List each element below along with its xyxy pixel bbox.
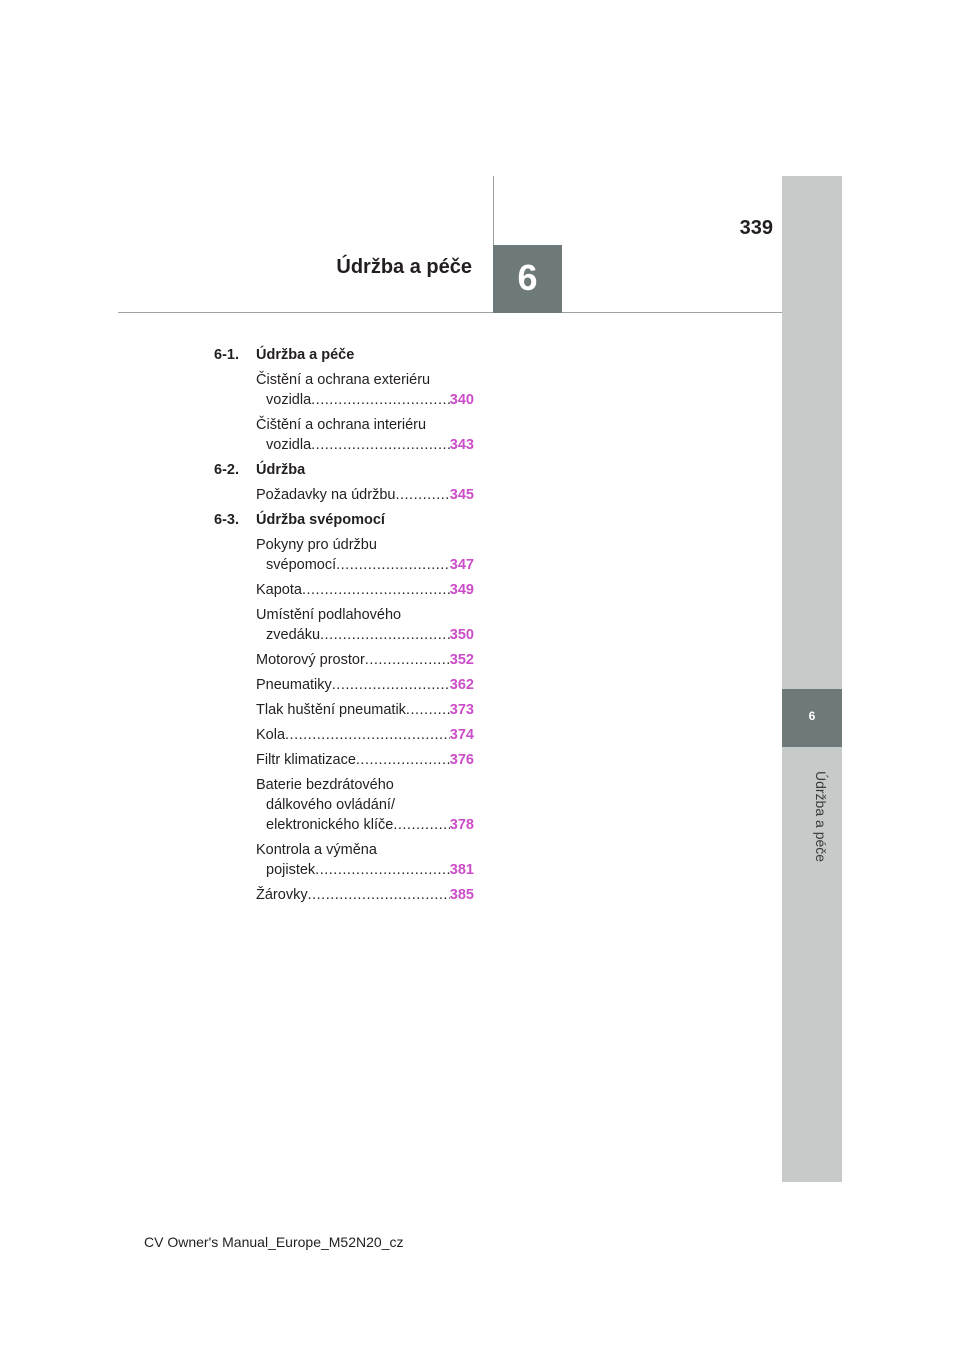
- toc-section-number: 6-3.: [214, 512, 239, 528]
- toc-entry-line: [256, 370, 474, 390]
- toc-page-link[interactable]: 347: [449, 557, 474, 573]
- toc-entry-label: vozidla: [266, 437, 312, 453]
- page-footer: CV Owner's Manual_Europe_M52N20_cz: [144, 1234, 404, 1250]
- toc-entry-label: Baterie bezdrátového: [256, 777, 394, 793]
- toc-leader-dots: [311, 435, 450, 455]
- toc-page-link[interactable]: 345: [449, 487, 474, 503]
- toc-entry-line: [256, 815, 474, 835]
- toc-entry-label: Pneumatiky: [256, 677, 332, 693]
- toc-page-link[interactable]: 385: [449, 887, 474, 903]
- toc-entry-line: [256, 795, 474, 815]
- toc-entry-line: [256, 750, 474, 770]
- toc-entry-line: [256, 675, 474, 695]
- toc-entry-line: [256, 435, 474, 455]
- toc-page-link[interactable]: 349: [449, 582, 474, 598]
- toc-entry[interactable]: [256, 580, 474, 600]
- toc-entry-label: Kola: [256, 727, 286, 743]
- toc-entry-line: [256, 650, 474, 670]
- toc-entry-line: [256, 605, 474, 625]
- toc-entry-label: Žárovky: [256, 887, 308, 903]
- toc-entry-line: [256, 485, 474, 505]
- toc-entry-line: [256, 885, 474, 905]
- side-tab-number: 6: [808, 709, 816, 723]
- toc-page-link[interactable]: 350: [449, 627, 474, 643]
- toc-entry[interactable]: [256, 700, 474, 720]
- toc-entry-line: [256, 555, 474, 575]
- toc-section-number: 6-2.: [214, 462, 239, 478]
- toc-page-link[interactable]: 381: [449, 862, 474, 878]
- toc-entry[interactable]: [256, 725, 474, 745]
- toc-entry-label: zvedáku: [266, 627, 321, 643]
- toc-leader-dots: [393, 815, 449, 835]
- toc-entry[interactable]: [256, 605, 474, 645]
- toc-page-link[interactable]: 362: [449, 677, 474, 693]
- toc-section-title: Údržba a péče: [256, 347, 355, 363]
- toc-entry-line: [256, 415, 474, 435]
- toc-entry[interactable]: [256, 750, 474, 770]
- toc-entry[interactable]: [256, 885, 474, 905]
- toc-entry[interactable]: [256, 675, 474, 695]
- toc-entry-label: vozidla: [266, 392, 312, 408]
- toc-entry-label: Umístění podlahového: [256, 607, 402, 623]
- toc-entry[interactable]: [256, 650, 474, 670]
- toc-entry-label: Filtr klimatizace: [256, 752, 356, 768]
- toc-leader-dots: [315, 860, 450, 880]
- toc-leader-dots: [406, 700, 450, 720]
- toc-leader-dots: [395, 485, 449, 505]
- toc-entry-line: [256, 860, 474, 880]
- table-of-contents: [214, 345, 474, 910]
- side-tab-bar: [782, 176, 842, 1182]
- chapter-number: 6: [517, 257, 538, 298]
- toc-entry-label: Kapota: [256, 582, 302, 598]
- toc-entry-label: Kontrola a výměna: [256, 842, 377, 858]
- toc-entry-label: svépomocí: [266, 557, 337, 573]
- toc-entry-label: elektronického klíče: [266, 817, 394, 833]
- toc-entry-label: Čistění a ochrana exteriéru: [256, 372, 431, 388]
- toc-section-title: Údržba: [256, 462, 306, 478]
- toc-page-link[interactable]: 343: [449, 437, 474, 453]
- toc-entry[interactable]: [256, 370, 474, 410]
- toc-entry[interactable]: [256, 840, 474, 880]
- toc-entry-label: Tlak huštění pneumatik: [256, 702, 406, 718]
- toc-entry-label: Čištění a ochrana interiéru: [256, 417, 427, 433]
- toc-entry-label: pojistek: [266, 862, 316, 878]
- toc-entry-label: dálkového ovládání/: [266, 797, 395, 813]
- toc-leader-dots: [320, 625, 450, 645]
- toc-leader-dots: [302, 580, 450, 600]
- toc-page-link[interactable]: 378: [449, 817, 474, 833]
- toc-section-heading: [214, 510, 474, 530]
- side-tab-title: Údržba a péče: [813, 771, 829, 863]
- toc-entry-label: Motorový prostor: [256, 652, 365, 668]
- toc-entry-label: Požadavky na údržbu: [256, 487, 396, 503]
- page-number: 339: [739, 217, 773, 239]
- toc-entry-line: [256, 625, 474, 645]
- toc-entry[interactable]: [256, 775, 474, 835]
- toc-entry-line: [256, 725, 474, 745]
- header-divider-horizontal: [118, 312, 782, 313]
- toc-entry[interactable]: [256, 415, 474, 455]
- toc-entry-line: [256, 535, 474, 555]
- toc-section-title: Údržba svépomocí: [256, 512, 385, 528]
- toc-entry[interactable]: [256, 485, 474, 505]
- toc-entry[interactable]: [256, 535, 474, 575]
- toc-page-link[interactable]: 376: [449, 752, 474, 768]
- toc-entry-line: [256, 580, 474, 600]
- toc-leader-dots: [311, 390, 450, 410]
- toc-leader-dots: [365, 650, 450, 670]
- toc-page-link[interactable]: 373: [449, 702, 474, 718]
- toc-entry-line: [256, 775, 474, 795]
- toc-entry-label: Pokyny pro údržbu: [256, 537, 377, 553]
- toc-page-link[interactable]: 352: [449, 652, 474, 668]
- toc-entry-line: [256, 840, 474, 860]
- chapter-title: Údržba a péče: [336, 256, 472, 278]
- header-divider-vertical: [493, 176, 494, 246]
- toc-leader-dots: [336, 555, 450, 575]
- toc-leader-dots: [356, 750, 450, 770]
- toc-section-number: 6-1.: [214, 347, 239, 363]
- toc-entry-line: [256, 390, 474, 410]
- toc-page-link[interactable]: 340: [449, 392, 474, 408]
- toc-leader-dots: [308, 885, 450, 905]
- toc-leader-dots: [285, 725, 450, 745]
- toc-section-heading: [214, 345, 474, 365]
- toc-entry-line: [256, 700, 474, 720]
- toc-leader-dots: [332, 675, 450, 695]
- toc-section-heading: [214, 460, 474, 480]
- toc-page-link[interactable]: 374: [449, 727, 474, 743]
